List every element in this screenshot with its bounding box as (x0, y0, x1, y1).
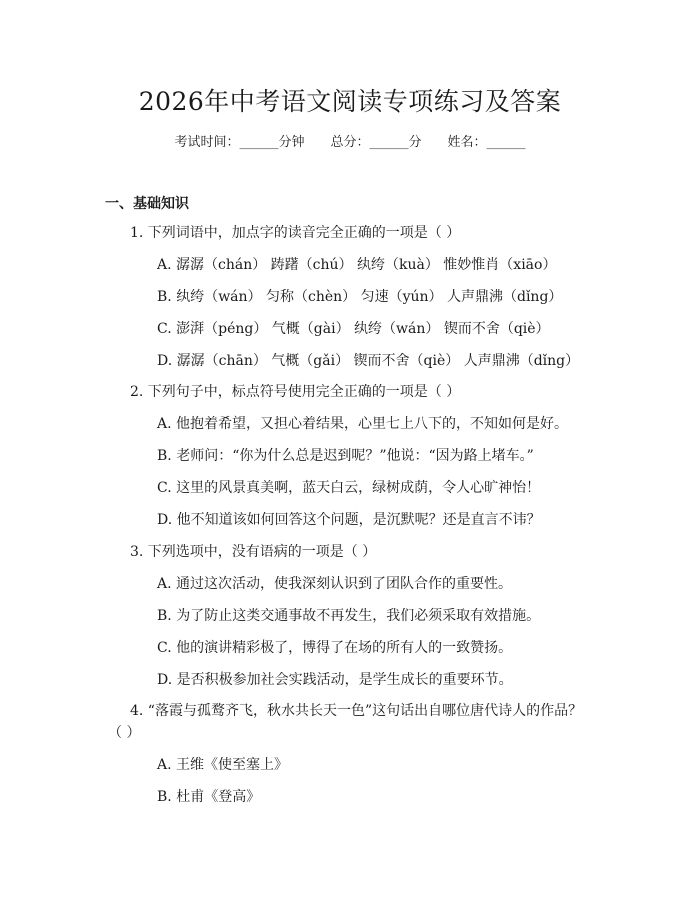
question-3-option-d: D. 是否积极参加社会实践活动，是学生成长的重要环节。 (157, 672, 513, 688)
question-3-option-c: C. 他的演讲精彩极了，博得了在场的所有人的一致赞扬。 (157, 640, 513, 656)
student-name: 姓名：______ (447, 135, 526, 150)
question-4-answer-blank: （ ） (108, 725, 141, 741)
question-3-stem: 3. 下列选项中，没有语病的一项是（ ） (130, 544, 377, 560)
question-2-option-d: D. 他不知道该如何回答这个问题，是沉默呢？还是直言不讳？ (157, 512, 541, 528)
page-title: 2026年中考语文阅读专项练习及答案 (138, 87, 562, 116)
exam-meta (0, 131, 700, 150)
question-3-option-a: A. 通过这次活动，使我深刻认识到了团队合作的重要性。 (157, 576, 513, 592)
question-2-option-b: B. 老师问：“你为什么总是迟到呢？”他说：“因为路上堵车。” (157, 448, 534, 464)
exam-time: 考试时间：______分钟 (174, 135, 305, 150)
question-1-option-d: D. 潺潺（chān） 气概（gǎi） 锲而不舍（qiè） 人声鼎沸（dǐng） (157, 353, 580, 369)
question-2-option-a: A. 他抱着希望，又担心着结果，心里七上八下的，不知如何是好。 (157, 416, 569, 432)
question-1-stem: 1. 下列词语中，加点字的读音完全正确的一项是（ ） (130, 225, 461, 241)
question-4-stem (108, 700, 608, 744)
question-1-option-c: C. 澎湃（péng） 气概（gài） 纨绔（wán） 锲而不舍（qiè） (157, 321, 550, 337)
question-2-option-c: C. 这里的风景真美啊，蓝天白云，绿树成荫，令人心旷神怡！ (157, 480, 541, 496)
section-heading: 一、基础知识 (105, 196, 189, 212)
question-1-option-a: A. 潺潺（chán） 踌躇（chú） 纨绔（kuà） 惟妙惟肖（xiāo） (157, 257, 557, 273)
question-4-option-b: B. 杜甫《登高》 (157, 789, 261, 805)
exam-score: 总分：______分 (330, 135, 422, 150)
question-3-option-b: B. 为了防止这类交通事故不再发生，我们必须采取有效措施。 (157, 608, 541, 624)
question-4-stem-line1: 4. “落霞与孤鹜齐飞，秋水共长天一色”这句话出自哪位唐代诗人的作品？ (130, 703, 583, 719)
question-2-stem: 2. 下列句子中，标点符号使用完全正确的一项是（ ） (130, 384, 461, 400)
question-4-option-a: A. 王维《使至塞上》 (157, 757, 289, 773)
question-1-option-b: B. 纨绔（wán） 匀称（chèn） 匀速（yún） 人声鼎沸（dǐng） (157, 289, 563, 305)
